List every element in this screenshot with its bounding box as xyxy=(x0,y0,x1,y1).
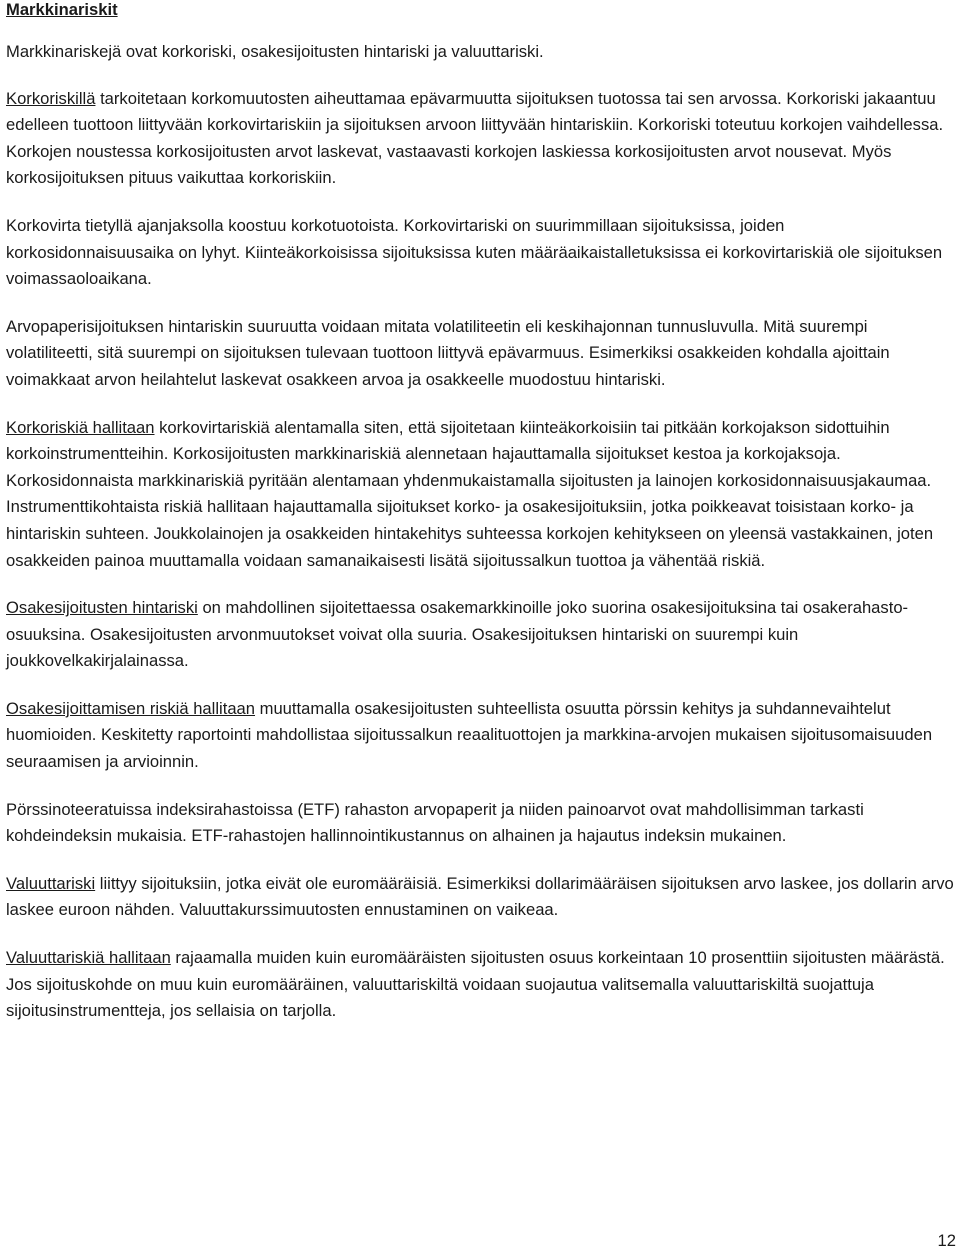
interest-risk-management-text: korkovirtariskiä alentamalla siten, että sijoitetaan kiinteäkorkoisiin tai pitkään korkojakson sidottuihin korkoinstrumentteihin. Korkosijoitusten markkinariskiä alennetaan hajauttamalla sijoitukset kestoa ja korkojaksoja. Korkosidonnaista markkinariskiä pyritään alentamaan yhdenmukaistamalla sijoitusten ja lainojen korkosidonnaisuusjakaumaa. Instrumenttikohtaista riskiä hallitaan hajauttamalla sijoitukset korko- ja osakesijoituksiin, jotka poikkeavat toisistaan korko- ja hintariskin suhteen. Joukkolainojen ja osakkeiden hintakehitys suhteessa korkojen kehitykseen on yleensä vastakkainen, joten osakkeiden painoa muuttamalla voidaan samanaikaisesti lisätä sijoitussalkun tuottoa ja vähentää riskiä. xyxy=(6,417,934,570)
page-number: 12 xyxy=(937,1231,956,1250)
equity-risk-paragraph xyxy=(6,595,956,675)
interest-risk-paragraph xyxy=(6,86,956,192)
equity-risk-text: on mahdollinen sijoitettaessa osakemarkkinoille joko suorina osakesijoituksina tai osakerahasto-osuuksina. Osakesijoitusten arvonmuutokset voivat olla suuria. Osakesijoituksen hintariski on suurempi kuin joukkovelkakirjalainassa. xyxy=(6,598,909,671)
volatility-paragraph: Arvopaperisijoituksen hintariskin suuruutta voidaan mitata volatiliteetin eli keskihajonnan tunnusluvulla. Mitä suurempi volatiliteetti, sitä suurempi on sijoituksen tulevaan tuottoon liittyvä epävarmuus. Esimerkiksi osakkeiden kohdalla ajoittain voimakkaat arvon heilahtelut laskevat osakkeen arvoa ja osakkeelle muodostuu hintariski. xyxy=(6,316,890,389)
interest-risk-term: Korkoriskillä xyxy=(6,88,96,108)
cashflow-risk-paragraph: Korkovirta tietyllä ajanjaksolla koostuu korkotuotoista. Korkovirtariski on suurimmillaan sijoituksissa, joiden korkosidonnaisuusaika on lyhyt. Kiinteäkorkoisissa sijoituksissa kuten määräaikaistalletuksissa ei korkovirtariskiä ole sijoituksen voimassaoloaikana. xyxy=(6,215,943,289)
currency-risk-management-term: Valuuttariskiä hallitaan xyxy=(6,948,171,968)
interest-risk-text: tarkoitetaan korkomuutosten aiheuttamaa epävarmuutta sijoituksen tuotossa tai sen arvossa. Korkoriski jakaantuu edelleen tuottoon liittyvään korkovirtariskiin ja sijoituksen arvoon liittyvään hintariskiin. Korkoriski toteutuu korkojen vaihdellessa. Korkojen noustessa korkosijoitusten arvot laskevat, vastaavasti korkojen laskiessa korkosijoitusten arvot nousevat. Myös korkosijoituksen pituus vaikuttaa korkoriskiin. xyxy=(6,88,944,188)
currency-risk-text: liittyy sijoituksiin, jotka eivät ole euromääräisiä. Esimerkiksi dollarimääräisen sijoituksen arvo laskee, jos dollarin arvo laskee euroon nähden. Valuuttakurssimuutosten ennustaminen on vaikeaa. xyxy=(6,873,954,920)
interest-risk-management-term: Korkoriskiä hallitaan xyxy=(6,417,155,437)
interest-risk-management-paragraph xyxy=(6,415,956,575)
equity-risk-management-term: Osakesijoittamisen riskiä hallitaan xyxy=(6,698,256,718)
equity-risk-term: Osakesijoitusten hintariski xyxy=(6,598,198,618)
currency-risk-term: Valuuttariski xyxy=(6,873,96,893)
currency-risk-management-paragraph xyxy=(6,945,956,1025)
currency-risk-management-text: rajaamalla muiden kuin euromääräisten sijoitusten osuus korkeintaan 10 prosenttiin sijoitusten määrästä. Jos sijoituskohde on muu kuin euromääräinen, valuuttariskiltä voidaan suojautua valitsemalla valuuttariskiltä suojattuja sijoitusinstrumentteja, jos sellaisia on tarjolla. xyxy=(6,948,945,1021)
document-page xyxy=(6,0,956,1025)
equity-risk-management-paragraph xyxy=(6,696,956,776)
etf-paragraph: Pörssinoteeratuissa indeksirahastoissa (ETF) rahaston arvopaperit ja niiden painoarvot ovat mahdollisimman tarkasti kohdeindeksin mukaisia. ETF-rahastojen hallinnointikustannus on alhainen ja hajautus indeksin mukainen. xyxy=(6,799,864,846)
equity-risk-management-text: muuttamalla osakesijoitusten suhteellista osuutta pörssin kehitys ja suhdannevaihtelut huomioiden. Keskitetty raportointi mahdollistaa sijoitussalkun reaalituottojen ja markkina-arvojen mukaisen sijoitusomaisuuden seuraamisen ja arvioinnin. xyxy=(6,698,933,772)
currency-risk-paragraph xyxy=(6,871,956,924)
section-heading: Markkinariskit xyxy=(6,0,118,19)
intro-paragraph: Markkinariskejä ovat korkoriski, osakesijoitusten hintariski ja valuuttariski. xyxy=(6,42,544,61)
